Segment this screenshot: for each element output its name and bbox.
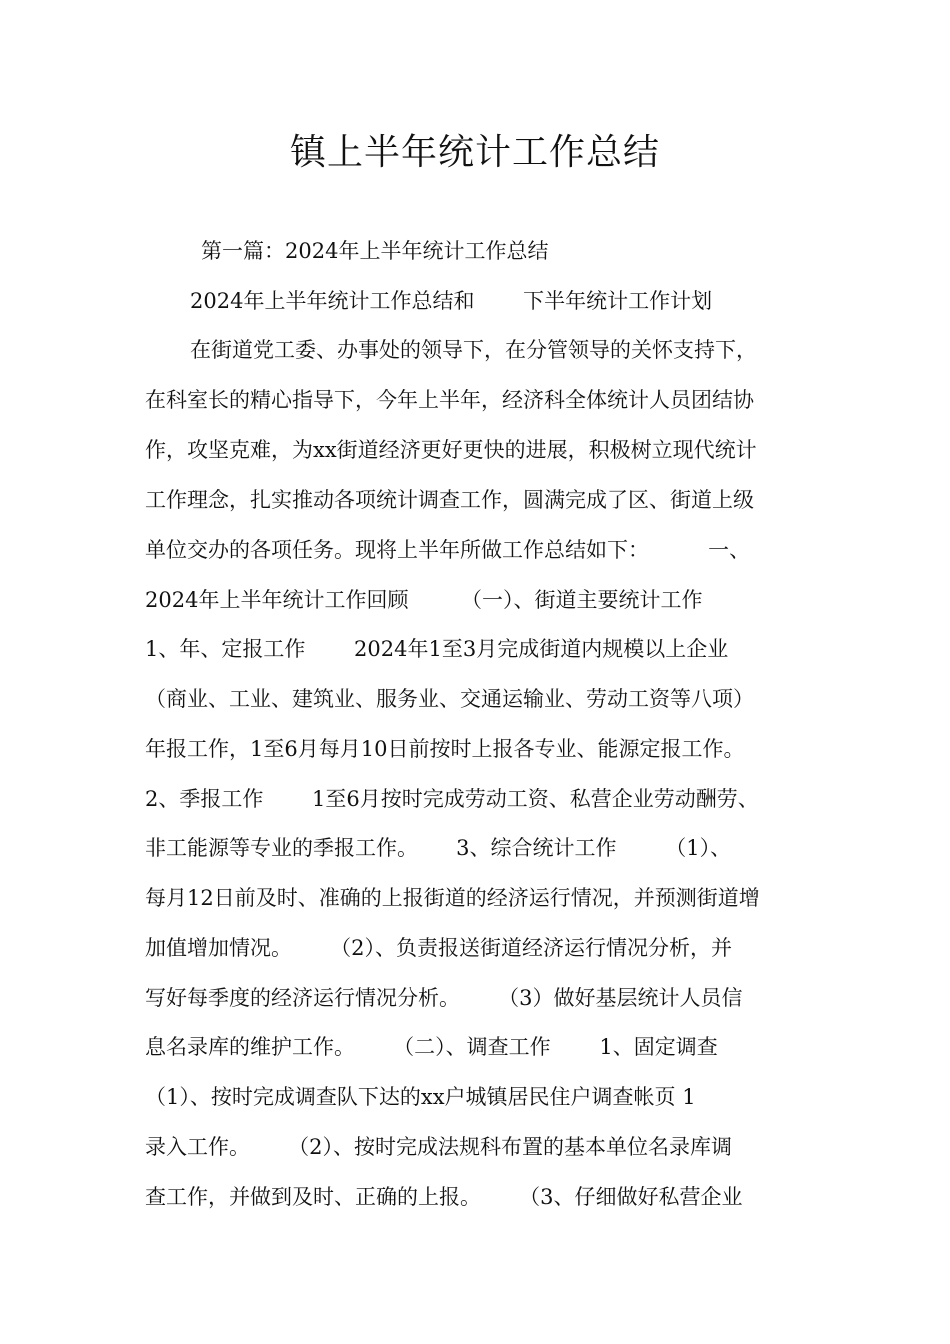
paragraph-line: 2024年上半年统计工作回顾 （一）、街道主要统计工作	[145, 588, 703, 612]
paragraph-line: 每月12日前及时、准确的上报街道的经济运行情况，并预测街道增	[145, 886, 760, 910]
paragraph-line: 工作理念，扎实推动各项统计调查工作，圆满完成了区、街道上级	[145, 488, 754, 512]
paragraph-line: 2、季报工作 1至6月按时完成劳动工资、私营企业劳动酬劳、	[145, 787, 759, 811]
paragraph-line: 加值增加情况。 （2）、负责报送街道经济运行情况分析，并	[145, 936, 733, 960]
paragraph-line: 非工能源等专业的季报工作。 3、综合统计工作 （1）、	[145, 836, 732, 860]
paragraph-line: 单位交办的各项任务。现将上半年所做工作总结如下： 一、	[145, 538, 751, 562]
paragraph-line: 录入工作。 （2）、按时完成法规科布置的基本单位名录库调	[145, 1135, 733, 1159]
paragraph-line: 作，攻坚克难，为xx街道经济更好更快的进展，积极树立现代统计	[145, 438, 757, 462]
document-title: 镇上半年统计工作总结	[289, 132, 660, 173]
sub-heading: 2024年上半年统计工作总结和 下半年统计工作计划	[190, 289, 713, 313]
paragraph-line: 在科室长的精心指导下，今年上半年，经济科全体统计人员团结协	[145, 388, 754, 412]
paragraph-line: （1）、按时完成调查队下达的xx户城镇居民住户调查帐页 1	[145, 1085, 696, 1109]
paragraph-line: 写好每季度的经济运行情况分析。 （3）做好基层统计人员信	[145, 986, 743, 1010]
paragraph-line: 息名录库的维护工作。 （二）、调查工作 1、固定调查	[145, 1035, 718, 1059]
paragraph-line: （商业、工业、建筑业、服务业、交通运输业、劳动工资等八项）	[145, 687, 754, 711]
paragraph-line: 1、年、定报工作 2024年1至3月完成街道内规模以上企业	[145, 637, 729, 661]
section-heading: 第一篇：2024年上半年统计工作总结	[201, 239, 549, 263]
paragraph-line: 查工作，并做到及时、正确的上报。 （3、仔细做好私营企业	[145, 1185, 743, 1209]
paragraph-line: 在街道党工委、办事处的领导下，在分管领导的关怀支持下，	[190, 338, 757, 362]
paragraph-line: 年报工作，1至6月每月10日前按时上报各专业、能源定报工作。	[145, 737, 745, 761]
